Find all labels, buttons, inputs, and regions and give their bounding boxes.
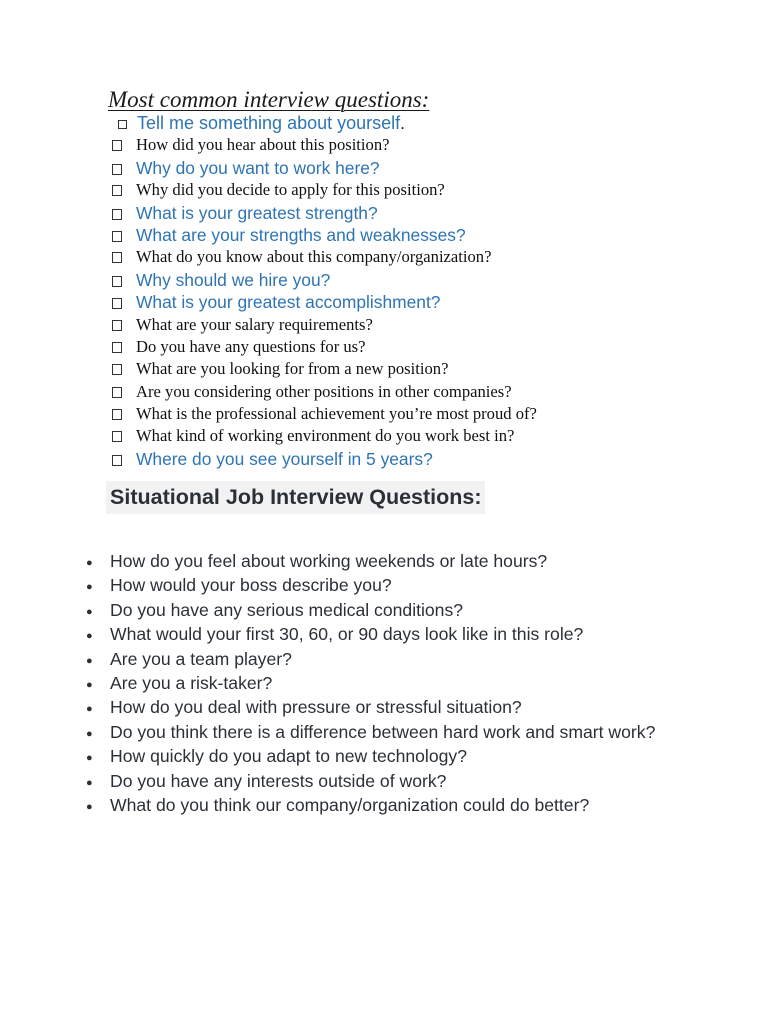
question-item xyxy=(112,203,732,225)
question-item xyxy=(112,135,732,157)
list-item xyxy=(86,599,726,623)
list-item xyxy=(86,745,726,769)
question-text: What do you know about this company/organization? xyxy=(136,247,492,267)
question-text: Why did you decide to apply for this position? xyxy=(136,180,445,200)
question-item xyxy=(112,359,732,381)
question-item xyxy=(112,247,732,269)
question-text: Do you have any serious medical conditions? xyxy=(110,599,464,620)
checkbox-icon xyxy=(112,231,122,242)
list-item xyxy=(86,770,726,794)
question-text: Where do you see yourself in 5 years? xyxy=(136,448,433,469)
checkbox-icon xyxy=(112,185,122,196)
bullet-icon: ● xyxy=(86,581,93,594)
checkbox-icon xyxy=(112,431,122,442)
list-item xyxy=(86,672,726,696)
bullet-icon: ● xyxy=(86,679,93,692)
question-text: How do you feel about working weekends or late hours? xyxy=(110,551,548,571)
checkbox-icon xyxy=(112,209,122,220)
bullet-icon: ● xyxy=(86,703,93,716)
question-item xyxy=(112,158,732,180)
checkbox-icon xyxy=(112,252,122,263)
checkbox-icon xyxy=(112,298,122,309)
question-text: Tell me something about yourself xyxy=(137,113,401,133)
question-text: Do you have any questions for us? xyxy=(136,336,366,356)
list-item xyxy=(86,574,726,598)
question-item xyxy=(112,225,732,247)
question-text: Are you a risk-taker? xyxy=(110,673,273,694)
situational-questions-heading: Situational Job Interview Questions: xyxy=(106,481,485,514)
list-item xyxy=(86,550,726,574)
question-item xyxy=(112,449,732,471)
list-item xyxy=(86,696,726,720)
common-questions-heading: Most common interview questions: xyxy=(108,87,430,112)
question-text: What do you think our company/organization could do better? xyxy=(110,795,590,816)
question-item xyxy=(112,270,732,292)
common-questions-list xyxy=(112,113,732,471)
situational-questions-list xyxy=(86,550,726,818)
question-text: Do you have any interests outside of work? xyxy=(110,770,447,791)
question-text: What are you looking for from a new position? xyxy=(136,359,449,379)
question-text: How quickly do you adapt to new technology? xyxy=(110,746,467,767)
checkbox-icon xyxy=(112,342,122,353)
bullet-icon: ● xyxy=(86,801,93,814)
bullet-icon: ● xyxy=(86,557,93,569)
question-text: Why should we hire you? xyxy=(136,269,331,290)
checkbox-icon xyxy=(112,409,122,420)
bullet-icon: ● xyxy=(86,630,93,643)
checkbox-icon xyxy=(112,276,122,287)
question-item xyxy=(112,404,732,426)
checkbox-icon xyxy=(112,455,122,466)
question-text: What is the professional achievement you’re most proud of? xyxy=(136,404,537,424)
checkbox-icon xyxy=(118,120,127,129)
question-text: Are you a team player? xyxy=(110,648,292,669)
question-item xyxy=(112,426,732,448)
question-text: Why do you want to work here? xyxy=(136,157,380,178)
list-item xyxy=(86,648,726,672)
question-item xyxy=(112,113,732,135)
question-item xyxy=(112,292,732,314)
bullet-icon: ● xyxy=(86,605,93,618)
question-suffix: . xyxy=(400,113,405,133)
bullet-icon: ● xyxy=(86,776,93,789)
bullet-icon: ● xyxy=(86,752,93,765)
bullet-icon: ● xyxy=(86,727,93,740)
question-text: How would your boss describe you? xyxy=(110,575,392,596)
question-text: What is your greatest strength? xyxy=(136,202,378,223)
question-text: How did you hear about this position? xyxy=(136,135,390,155)
question-item xyxy=(112,337,732,359)
question-text: Do you think there is a difference between hard work and smart work? xyxy=(110,721,656,742)
bullet-icon: ● xyxy=(86,654,93,667)
checkbox-icon xyxy=(112,164,122,175)
question-item xyxy=(112,315,732,337)
checkbox-icon xyxy=(112,140,122,151)
list-item xyxy=(86,623,726,647)
question-item xyxy=(112,180,732,202)
checkbox-icon xyxy=(112,320,122,331)
question-text: What are your strengths and weaknesses? xyxy=(136,224,466,245)
list-item xyxy=(86,721,726,745)
question-text: What is your greatest accomplishment? xyxy=(136,292,441,313)
question-text: How do you deal with pressure or stressful situation? xyxy=(110,697,522,718)
question-item xyxy=(112,382,732,404)
question-text: What would your first 30, 60, or 90 days look like in this role? xyxy=(110,624,584,645)
list-item xyxy=(86,794,726,818)
question-text: What are your salary requirements? xyxy=(136,314,373,334)
checkbox-icon xyxy=(112,387,122,398)
checkbox-icon xyxy=(112,364,122,375)
question-text: What kind of working environment do you work best in? xyxy=(136,426,515,446)
question-text: Are you considering other positions in other companies? xyxy=(136,381,512,401)
